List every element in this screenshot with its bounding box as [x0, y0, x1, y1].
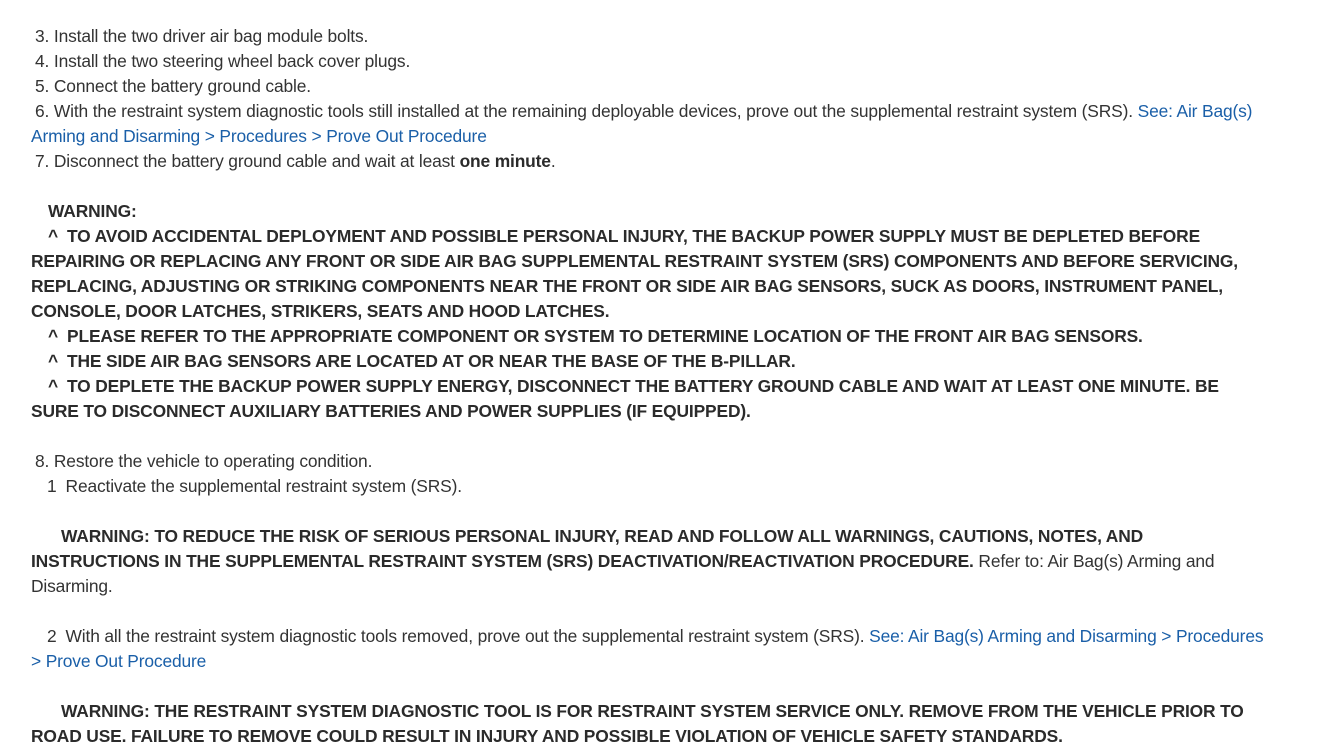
- diagnostic-tool-warning-text: WARNING: THE RESTRAINT SYSTEM DIAGNOSTIC TOOL IS FOR RESTRAINT SYSTEM SERVICE ONLY. REMOVE FROM THE VEHICLE PRIOR TO ROAD USE. FAILURE TO REMOVE COULD RESULT IN INJURY AND POSSIBLE VIOLATION OF VEHICLE SAFETY STANDARDS.: [31, 701, 1244, 746]
- procedure-document: [31, 24, 1271, 749]
- spacer: [31, 174, 1271, 199]
- step-7-period: .: [550, 151, 556, 171]
- srs-reactivation-reference: Refer to: Air Bag(s) Arming and Disarming.: [31, 551, 1215, 596]
- warning-item: [31, 374, 1271, 424]
- step-6-text: 6. With the restraint system diagnostic tools still installed at the remaining deployable devices, prove out the supplemental restraint system (SRS).: [35, 101, 1133, 121]
- backup-power-warning: [31, 199, 1271, 424]
- substep-1: [31, 474, 1271, 499]
- warning-item: [31, 349, 1271, 374]
- step-5: 5. Connect the battery ground cable.: [35, 76, 311, 96]
- step-7: [31, 149, 1271, 174]
- substep-2: [31, 624, 1271, 674]
- step-7-emphasis: one minute: [459, 151, 551, 171]
- warning-item-text: TO AVOID ACCIDENTAL DEPLOYMENT AND POSSIBLE PERSONAL INJURY, THE BACKUP POWER SUPPLY MUST BE DEPLETED BEFORE REPAIRING OR REPLACING ANY FRONT OR SIDE AIR BAG SUPPLEMENTAL RESTRAINT SYSTEM (SRS) COMPONENTS AND BEFORE SERVICING, REPLACING, ADJUSTING OR STRIKING COMPONENTS NEAR THE FRONT OR SIDE AIR BAG SENSORS, SUCK AS DOORS, INSTRUMENT PANEL, CONSOLE, DOOR LATCHES, STRIKERS, SEATS AND HOOD LATCHES.: [31, 226, 1238, 321]
- warning-item-text: PLEASE REFER TO THE APPROPRIATE COMPONENT OR SYSTEM TO DETERMINE LOCATION OF THE FRONT AIR BAG SENSORS.: [67, 326, 1143, 346]
- step-6: [31, 99, 1271, 149]
- substep-2-text: With all the restraint system diagnostic tools removed, prove out the supplemental restraint system (SRS).: [65, 626, 865, 646]
- spacer: [31, 424, 1271, 449]
- step-3: 3. Install the two driver air bag module bolts.: [35, 26, 369, 46]
- spacer: [31, 599, 1271, 624]
- substep-1-text: Reactivate the supplemental restraint system (SRS).: [65, 476, 462, 496]
- spacer: [31, 674, 1271, 699]
- substep-2-number: 2: [47, 626, 57, 646]
- step-8: 8. Restore the vehicle to operating condition.: [35, 451, 373, 471]
- step-4: 4. Install the two steering wheel back cover plugs.: [35, 51, 411, 71]
- warning-heading: WARNING:: [48, 201, 137, 221]
- warning-item: [31, 324, 1271, 349]
- warning-item-text: THE SIDE AIR BAG SENSORS ARE LOCATED AT OR NEAR THE BASE OF THE B-PILLAR.: [67, 351, 796, 371]
- step-7-text: 7. Disconnect the battery ground cable and wait at least: [35, 151, 455, 171]
- substep-1-number: 1: [47, 476, 57, 496]
- srs-reactivation-warning: [31, 524, 1271, 599]
- prove-out-procedure-link-2[interactable]: See: Air Bag(s) Arming and Disarming > Procedures > Prove Out Procedure: [31, 626, 1264, 671]
- warning-item: [31, 224, 1271, 324]
- srs-reactivation-warning-text: WARNING: TO REDUCE THE RISK OF SERIOUS PERSONAL INJURY, READ AND FOLLOW ALL WARNINGS, CAUTIONS, NOTES, AND INSTRUCTIONS IN THE SUPPLEMENTAL RESTRAINT SYSTEM (SRS) DEACTIVATION/REACTIVATION PROCEDURE.: [31, 526, 1144, 571]
- diagnostic-tool-warning: [31, 699, 1271, 749]
- spacer: [31, 499, 1271, 524]
- prove-out-procedure-link[interactable]: See: Air Bag(s) Arming and Disarming > Procedures > Prove Out Procedure: [31, 101, 1253, 146]
- caret-bullet-icon: ^: [48, 376, 59, 396]
- warning-item-text: TO DEPLETE THE BACKUP POWER SUPPLY ENERGY, DISCONNECT THE BATTERY GROUND CABLE AND WAIT AT LEAST ONE MINUTE. BE SURE TO DISCONNECT AUXILIARY BATTERIES AND POWER SUPPLIES (IF EQUIPPED).: [31, 376, 1219, 421]
- caret-bullet-icon: ^: [48, 326, 59, 346]
- caret-bullet-icon: ^: [48, 351, 59, 371]
- caret-bullet-icon: ^: [48, 226, 59, 246]
